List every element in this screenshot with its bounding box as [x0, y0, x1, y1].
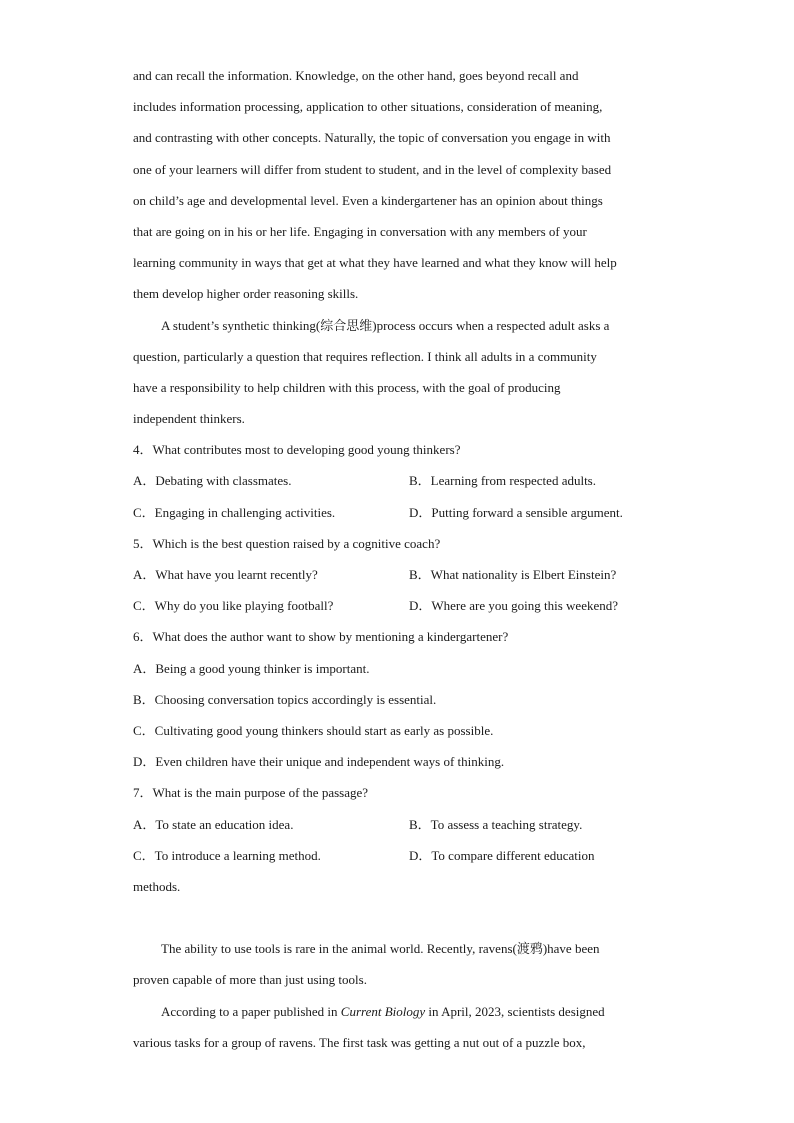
option-b: B．Learning from respected adults.	[409, 473, 596, 489]
option-c: C．Why do you like playing football?	[133, 598, 334, 614]
text-line: question, particularly a question that requires reflection. I think all adults in a community	[133, 348, 597, 364]
question-4	[133, 434, 658, 528]
option-d: D．Putting forward a sensible argument.	[409, 504, 623, 520]
question-5	[133, 528, 658, 622]
question-7	[133, 777, 658, 902]
option-a: A．To state an education idea.	[133, 816, 294, 832]
text-line: The ability to use tools is rare in the animal world. Recently, ravens(渡鸦)have been	[161, 941, 600, 957]
text-line: them develop higher order reasoning skills.	[133, 286, 359, 302]
option-c: C．Cultivating good young thinkers should start as early as possible.	[133, 722, 494, 738]
document-page	[133, 60, 658, 1058]
section-gap	[133, 902, 658, 933]
question-stem: 4．What contributes most to developing good young thinkers?	[133, 442, 461, 458]
text-line	[133, 996, 658, 1027]
question-stem: 5．Which is the best question raised by a cognitive coach?	[133, 535, 441, 551]
text-line: that are going on in his or her life. Engaging in conversation with any members of your	[133, 223, 587, 239]
text-line: learning community in ways that get at what they have learned and what they know will help	[133, 255, 617, 271]
option-d: D．Where are you going this weekend?	[409, 598, 619, 614]
option-c: C．Engaging in challenging activities.	[133, 504, 336, 520]
option-b: B．To assess a teaching strategy.	[409, 816, 583, 832]
option-b: B．Choosing conversation topics accordingly is essential.	[133, 691, 437, 707]
option-d: D．Even children have their unique and independent ways of thinking.	[133, 754, 505, 770]
text-line: and contrasting with other concepts. Naturally, the topic of conversation you engage in with	[133, 130, 611, 146]
journal-title: Current Biology	[340, 1003, 426, 1019]
text-line: one of your learners will differ from student to student, and in the level of complexity based	[133, 161, 612, 177]
option-a: A．What have you learnt recently?	[133, 567, 318, 582]
text-line: on child’s age and developmental level. Even a kindergartener has an opinion about things	[133, 192, 603, 208]
passage-1	[133, 60, 658, 434]
text-line: and can recall the information. Knowledge, on the other hand, goes beyond recall and	[133, 68, 579, 83]
text-line: proven capable of more than just using tools.	[133, 972, 367, 988]
option-b: B．What nationality is Elbert Einstein?	[409, 567, 617, 582]
option-a: A．Being a good young thinker is important.	[133, 660, 370, 676]
option-d: D．To compare different education	[409, 847, 595, 863]
text-line: independent thinkers.	[133, 411, 245, 427]
option-d-continued: methods.	[133, 878, 181, 894]
passage-2	[133, 933, 658, 1058]
text-line: includes information processing, application to other situations, consideration of meaning,	[133, 99, 603, 115]
text-line: A student’s synthetic thinking(综合思维)process occurs when a respected adult asks a	[161, 317, 610, 333]
question-6	[133, 621, 658, 777]
question-stem: 6．What does the author want to show by mentioning a kindergartener?	[133, 629, 509, 645]
text-line: various tasks for a group of ravens. The first task was getting a nut out of a puzzle box,	[133, 1034, 586, 1050]
option-c: C．To introduce a learning method.	[133, 847, 321, 863]
question-stem: 7．What is the main purpose of the passage?	[133, 785, 369, 801]
text-fragment: According to a paper published in	[161, 1003, 341, 1019]
text-line: have a responsibility to help children with this process, with the goal of producing	[133, 379, 561, 395]
text-fragment: in April, 2023, scientists designed	[425, 1003, 605, 1019]
option-a: A．Debating with classmates.	[133, 473, 292, 489]
